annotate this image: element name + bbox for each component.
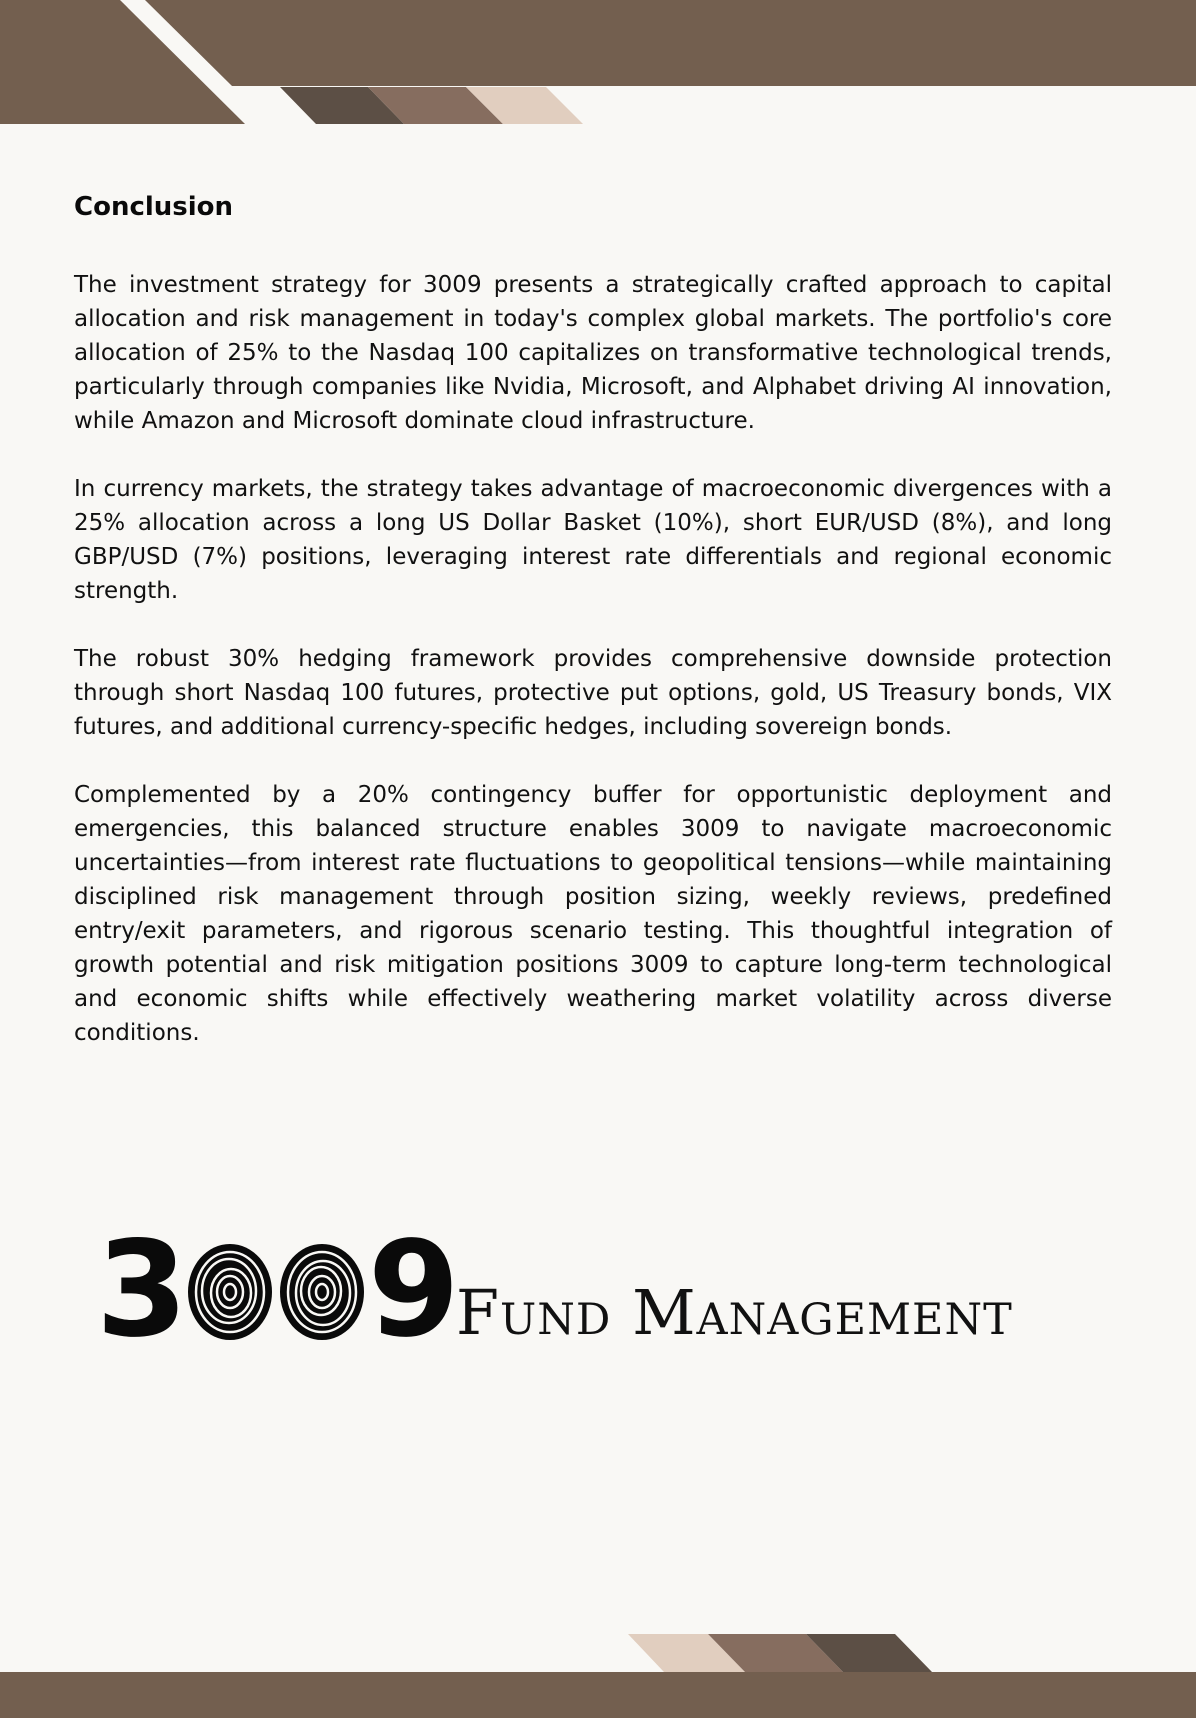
top-right-brown-band bbox=[145, 0, 1196, 86]
logo-digit-nine: 9 bbox=[367, 1213, 456, 1367]
section-heading: Conclusion bbox=[74, 192, 234, 222]
tree-ring-zero-icon-2 bbox=[278, 1242, 366, 1342]
paragraph-contingency: Complemented by a 20% contingency buffer for opportunistic deployment and emergencies, this balanced structure enables 3009 to navigate macroeconomic uncertainties—from interest rate fluctuations to geopolitical tensions—while maintaining disciplined risk management through position sizing, weekly reviews, predefined entry/exit parameters, and rigorous scenario testing. This thoughtful integration of growth potential and risk mitigation positions 3009 to capture long-term technological and economic shifts while effectively weathering market volatility across diverse conditions. bbox=[74, 782, 1112, 1046]
fund-logo bbox=[96, 1213, 1100, 1367]
logo-digit-three: 3 bbox=[96, 1213, 184, 1367]
logo-number bbox=[96, 1213, 456, 1367]
logo-wordmark: Fund Management bbox=[456, 1276, 1013, 1349]
bottom-decorative-banner bbox=[0, 1628, 1196, 1718]
paragraph-currency: In currency markets, the strategy takes advantage of macroeconomic divergences with a 25% allocation across a long US Dollar Basket (10%), short EUR/USD (8%), and long GBP/USD (7%) positions, leveraging interest rate differentials and regional economic strength. bbox=[74, 476, 1112, 604]
paragraph-overview: The investment strategy for 3009 presents a strategically crafted approach to capital allocation and risk management in today's complex global markets. The portfolio's core allocation of 25% to the Nasdaq 100 capitalizes on transformative technological trends, particularly through companies like Nvidia, Microsoft, and Alphabet driving AI innovation, while Amazon and Microsoft dominate cloud infrastructure. bbox=[74, 272, 1112, 434]
paragraph-hedging: The robust 30% hedging framework provides comprehensive downside protection through short Nasdaq 100 futures, protective put options, gold, US Treasury bonds, VIX futures, and additional currency-specific hedges, including sovereign bonds. bbox=[74, 646, 1112, 740]
conclusion-section bbox=[74, 190, 1112, 1084]
bottom-brown-band bbox=[0, 1672, 1196, 1718]
top-decorative-banner bbox=[0, 0, 1196, 130]
tree-ring-zero-icon bbox=[186, 1242, 274, 1342]
